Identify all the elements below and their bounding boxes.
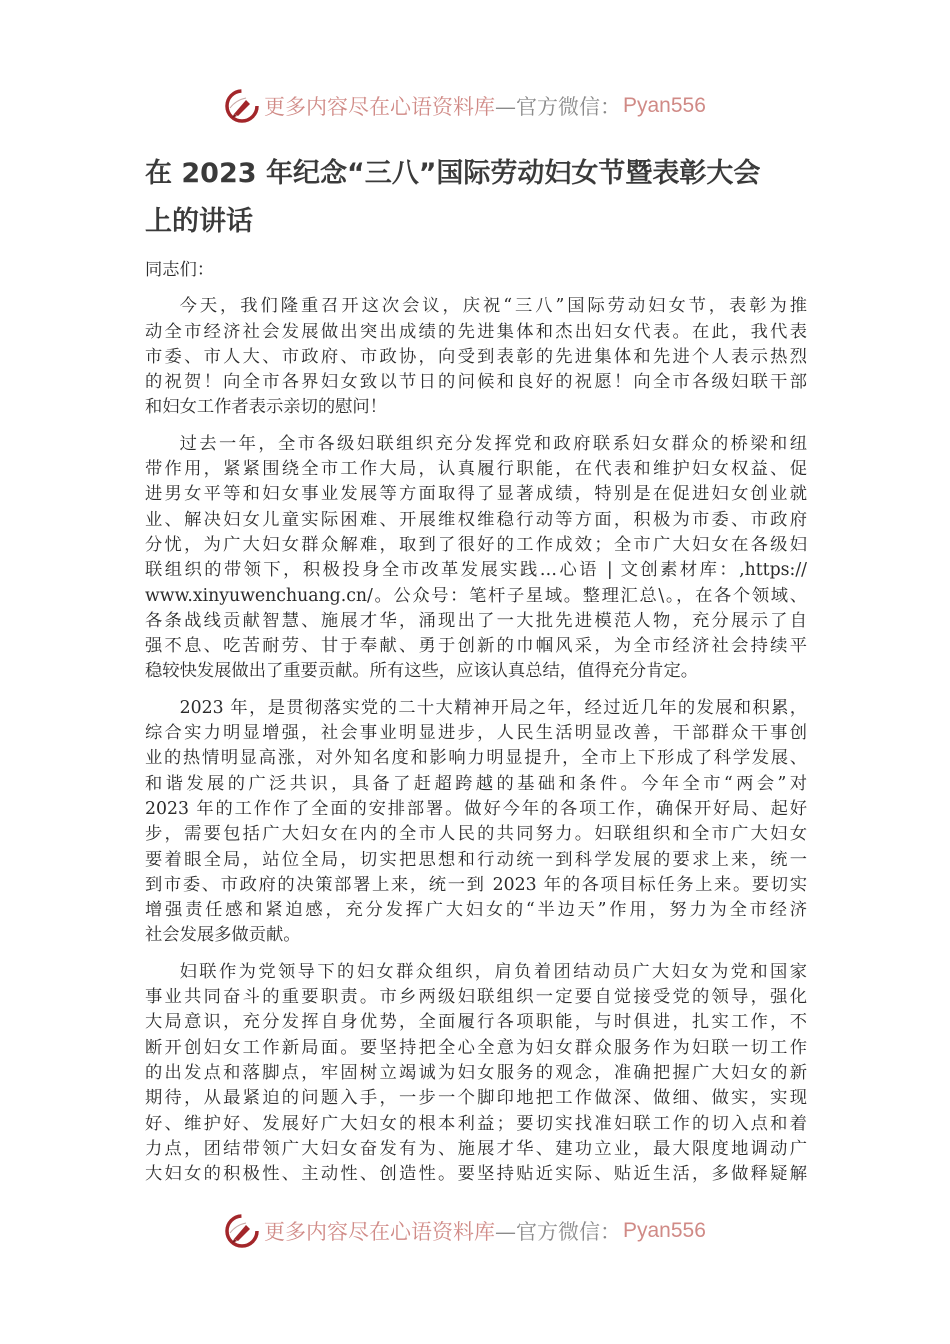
pen-nib-logo-icon [224, 88, 260, 124]
greeting-text: 同志们： [145, 260, 215, 280]
paragraph-line: 强不息、吃苦耐劳、甘于奉献、勇于创新的巾帼风采，为全市经济社会持续平 [145, 636, 807, 657]
banner-text: 更多内容尽在心语资料库 [264, 95, 495, 119]
footer-banner [224, 1209, 706, 1253]
paragraph-line: 和妇女工作者表示亲切的慰问！ [145, 397, 387, 418]
paragraph-line: 过去一年，全市各级妇联组织充分发挥党和政府联系妇女群众的桥梁和纽 [179, 433, 807, 454]
paragraph [145, 294, 807, 420]
paragraph-line: 2023 年的工作作了全面的安排部署。做好今年的各项工作，确保开好局、起好 [145, 798, 807, 819]
banner-wechat-label: —官方微信： [495, 95, 621, 119]
paragraph-line: 进男女平等和妇女事业发展等方面取得了显著成绩，特别是在促进妇女创业就 [145, 484, 807, 505]
banner-wechat-label: —官方微信： [495, 1220, 621, 1244]
paragraph-line: 妇联作为党领导下的妇女群众组织，肩负着团结动员广大妇女为党和国家 [179, 961, 807, 982]
paragraph-line: 断开创妇女工作新局面。要坚持把全心全意为妇女群众服务作为妇联一切工作 [145, 1037, 807, 1058]
paragraph-line: 分忧，为广大妇女群众解难，取到了很好的工作成效；全市广大妇女在各级妇 [145, 534, 807, 555]
paragraph-line: 综合实力明显增强，社会事业明显进步，人民生活明显改善，干部群众干事创 [145, 723, 807, 744]
banner-wechat-id: Pyan556 [623, 94, 706, 117]
greeting [145, 258, 807, 283]
paragraph-line: 大妇女的积极性、主动性、创造性。要坚持贴近实际、贴近生活，多做释疑解 [145, 1164, 807, 1185]
paragraph-line: 力点，团结带领广大妇女奋发有为、施展才华、建功立业，最大限度地调动广 [145, 1138, 807, 1159]
paragraph-line: 要着眼全局，站位全局，切实把思想和行动统一到科学发展的要求上来，统一 [145, 849, 807, 870]
paragraph-line: 2023 年，是贯彻落实党的二十大精神开局之年，经过近几年的发展和积累， [179, 697, 807, 718]
paragraph-line: 今天，我们隆重召开这次会议，庆祝“三八”国际劳动妇女节，表彰为推 [179, 296, 807, 317]
banner-text: 更多内容尽在心语资料库 [264, 1220, 495, 1244]
paragraph-line: 各条战线贡献智慧、施展才华，涌现出了一大批先进模范人物，充分展示了自 [145, 610, 807, 631]
paragraph-line: 业、解决妇女儿童实际困难、开展维权维稳行动等方面，积极为市委、市政府 [145, 509, 807, 530]
paragraph [145, 432, 807, 685]
paragraph-line: 社会发展多做贡献。 [145, 925, 301, 946]
paragraph-line: 动全市经济社会发展做出突出成绩的先进集体和杰出妇女代表。在此，我代表 [145, 321, 807, 342]
title-line-2: 上的讲话 [145, 206, 253, 237]
paragraph-line: 稳较快发展做出了重要贡献。所有这些，应该认真总结，值得充分肯定。 [145, 661, 699, 682]
paragraph-line: 业的热情明显高涨，对外知名度和影响力明显提升，全市上下形成了科学发展、 [145, 748, 807, 769]
paragraph-line: 市委、市人大、市政府、市政协，向受到表彰的先进集体和先进个人表示热烈 [145, 346, 807, 367]
header-banner [224, 84, 706, 128]
paragraph-line: 事业共同奋斗的重要职责。市乡两级妇联组织一定要自觉接受党的领导，强化 [145, 987, 807, 1008]
paragraph-line: 到市委、市政府的决策部署上来，统一到 2023 年的各项目标任务上来。要切实 [145, 874, 807, 895]
paragraph-line: 期待，从最紧迫的问题入手，一步一个脚印地把工作做深、做细、做实，实现 [145, 1088, 807, 1109]
paragraph-line: 大局意识，充分发挥自身优势，全面履行各项职能，与时俱进，扎实工作，不 [145, 1012, 807, 1033]
paragraph [145, 960, 807, 1188]
paragraph [145, 696, 807, 949]
paragraph-line: 步，需要包括广大妇女在内的全市人民的共同努力。妇联组织和全市广大妇女 [145, 824, 807, 845]
paragraph-line: 好、维护好、发展好广大妇女的根本利益；要切实找准妇联工作的切入点和着 [145, 1113, 807, 1134]
banner-wechat-id: Pyan556 [623, 1219, 706, 1242]
paragraph-line: www.xinyuwenchuang.cn/。公众号：笔杆子星域。整理汇总\。，在各个领域、 [145, 585, 807, 606]
document-body [145, 258, 807, 1198]
paragraph-line: 带作用，紧紧围绕全市工作大局，认真履行职能，在代表和维护妇女权益、促 [145, 459, 807, 480]
pen-nib-logo-icon [224, 1213, 260, 1249]
paragraph-line: 增强责任感和紧迫感，充分发挥广大妇女的“半边天”作用，努力为全市经济 [145, 900, 807, 921]
title-line-1: 在 2023 年纪念“三八”国际劳动妇女节暨表彰大会 [145, 158, 761, 189]
paragraph-line: 的祝贺！向全市各界妇女致以节日的问候和良好的祝愿！向全市各级妇联干部 [145, 372, 807, 393]
paragraph-line: 的出发点和落脚点，牢固树立竭诚为妇女服务的观念，准确把握广大妇女的新 [145, 1062, 807, 1083]
paragraph-line: 和谐发展的广泛共识，具备了赶超跨越的基础和条件。今年全市“两会”对 [145, 773, 807, 794]
paragraph-line: 联组织的带领下，积极投身全市改革发展实践…心语 | 文创素材库：,https:// [145, 560, 807, 581]
document-title [145, 150, 815, 246]
